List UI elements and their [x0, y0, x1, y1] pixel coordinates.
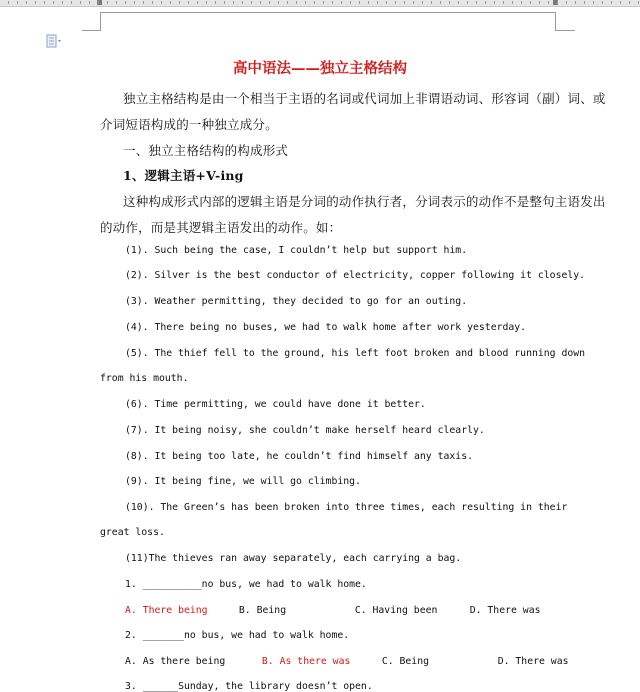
example-line: (10). The Green’s has been broken into three times, each resulting in their — [125, 502, 568, 513]
ruler-tick — [215, 1, 216, 4]
ruler-tick — [143, 1, 144, 4]
ruler-tick — [512, 1, 513, 4]
margin-corner-top-right-h — [555, 30, 575, 31]
ruler-tick — [89, 1, 90, 4]
ruler-tick — [314, 1, 315, 4]
ruler-tick — [134, 1, 135, 4]
ruler-tick — [260, 1, 261, 4]
example-line: (7). It being noisy, she couldn’t make herself heard clearly. — [125, 425, 485, 436]
ruler-tick — [161, 1, 162, 4]
margin-corner-top-right-v — [555, 12, 556, 31]
ruler-tick — [611, 1, 612, 4]
question-2-stem: 2. _______no bus, we had to walk home. — [125, 630, 350, 641]
ruler-tick — [503, 1, 504, 4]
ruler-tick — [305, 1, 306, 4]
ruler-tick — [71, 1, 72, 4]
example-line: (2). Silver is the best conductor of electricity, copper following it closely. — [125, 270, 586, 281]
ruler-tick — [494, 1, 495, 4]
ruler-tick — [44, 1, 45, 4]
option-b: B. Being — [238, 605, 287, 616]
question-1-stem: 1. __________no bus, we had to walk home. — [125, 579, 367, 590]
intro-line-2: 介词短语构成的一种独立成分。 — [100, 117, 278, 132]
ruler-tick — [152, 1, 153, 4]
ruler-tick — [242, 1, 243, 4]
ruler-tick — [530, 1, 531, 4]
ruler-tick — [53, 1, 54, 4]
ruler-tick — [584, 1, 585, 4]
ruler-tick — [323, 1, 324, 4]
option-a: A. As there being — [125, 656, 226, 667]
ruler-tick — [179, 1, 180, 4]
ruler-tick — [17, 1, 18, 4]
ruler-tick — [98, 1, 99, 4]
ruler-tick — [107, 1, 108, 4]
question-2-options — [125, 656, 569, 667]
ruler-tick — [197, 1, 198, 4]
ruler-tick — [413, 1, 414, 4]
ruler-tick — [593, 1, 594, 4]
explain-line-2: 的动作，而是其逻辑主语发出的动作。如： — [100, 220, 342, 235]
ruler-tick — [188, 1, 189, 4]
option-b: B. As there was — [261, 656, 351, 667]
example-line: from his mouth. — [100, 373, 189, 384]
option-d: D. There was — [497, 656, 569, 667]
option-c: C. Being — [381, 656, 429, 667]
ruler-tick — [440, 1, 441, 4]
example-line: (1). Such being the case, I couldn’t help but support him. — [125, 245, 468, 256]
ruler-tick — [206, 1, 207, 4]
ruler-tick — [224, 1, 225, 4]
example-line: (5). The thief fell to the ground, his left foot broken and blood running down — [125, 348, 586, 359]
ruler-tick — [359, 1, 360, 4]
subheading: 1、逻辑主语+V-ing — [123, 168, 244, 183]
ruler-tick — [125, 1, 126, 4]
margin-corner-top-left-v — [100, 12, 101, 31]
ruler-tick — [629, 1, 630, 4]
option-a: A. There being — [125, 605, 208, 616]
ruler-tick — [377, 1, 378, 4]
ruler-tick — [548, 1, 549, 4]
ruler-tick — [620, 1, 621, 4]
ruler-tick — [521, 1, 522, 4]
ruler-tick — [341, 1, 342, 4]
ruler-tick — [278, 1, 279, 4]
example-line: (6). Time permitting, we could have done it better. — [125, 399, 426, 410]
ruler-tick — [62, 1, 63, 4]
example-line: (11)The thieves ran away separately, each carrying a bag. — [125, 553, 462, 564]
ruler-tick — [485, 1, 486, 4]
example-line: (9). It being fine, we will go climbing. — [125, 476, 361, 487]
option-d: D. There was — [469, 605, 541, 616]
intro-line-1: 独立主格结构是由一个相当于主语的名词或代词加上非谓语动词、形容词（副）词、或 — [123, 91, 606, 106]
margin-corner-top-left-h — [82, 30, 100, 31]
ruler-tick — [170, 1, 171, 4]
ruler-tick — [431, 1, 432, 4]
ruler-tick — [332, 1, 333, 4]
ruler-tick — [638, 1, 639, 4]
ruler-tick — [233, 1, 234, 4]
ruler-tick — [35, 1, 36, 4]
header-top-line — [100, 12, 555, 13]
ruler-tick — [116, 1, 117, 4]
ruler-tick — [350, 1, 351, 4]
ruler-tick — [368, 1, 369, 4]
example-line: (3). Weather permitting, they decided to go for an outing. — [125, 296, 468, 307]
ruler-tick — [539, 1, 540, 4]
ruler-tick — [566, 1, 567, 4]
document-icon[interactable] — [46, 34, 62, 48]
ruler-tick — [287, 1, 288, 4]
ruler-tick — [602, 1, 603, 4]
ruler-tick — [575, 1, 576, 4]
ruler-tick — [422, 1, 423, 4]
example-line: (8). It being too late, he couldn’t find himself any taxis. — [125, 451, 473, 462]
ruler-tick — [467, 1, 468, 4]
ruler-tick — [449, 1, 450, 4]
ruler-tick — [8, 1, 9, 4]
ruler-tick — [386, 1, 387, 4]
section-heading: 一、独立主格结构的构成形式 — [123, 143, 289, 158]
document-title: 高中语法——独立主格结构 — [233, 60, 407, 77]
example-line: (4). There being no buses, we had to walk home after work yesterday. — [125, 322, 527, 333]
ruler-tick — [557, 1, 558, 4]
ruler-tick — [26, 1, 27, 4]
ruler-tick — [296, 1, 297, 4]
ruler-tick — [80, 1, 81, 4]
option-c: C. Having been — [354, 605, 438, 616]
ruler-tick — [458, 1, 459, 4]
ruler-tick — [476, 1, 477, 4]
ruler-tick — [395, 1, 396, 4]
explain-line-1: 这种构成形式内部的逻辑主语是分词的动作执行者，分词表示的动作不是整句主语发出 — [123, 194, 606, 209]
horizontal-ruler[interactable] — [0, 0, 640, 7]
ruler-tick — [269, 1, 270, 4]
ruler-tick — [404, 1, 405, 4]
question-1-options — [125, 605, 541, 616]
ruler-tick — [251, 1, 252, 4]
question-3-stem: 3. ______Sunday, the library doesn’t open. — [125, 681, 373, 692]
example-line: great loss. — [100, 527, 165, 538]
